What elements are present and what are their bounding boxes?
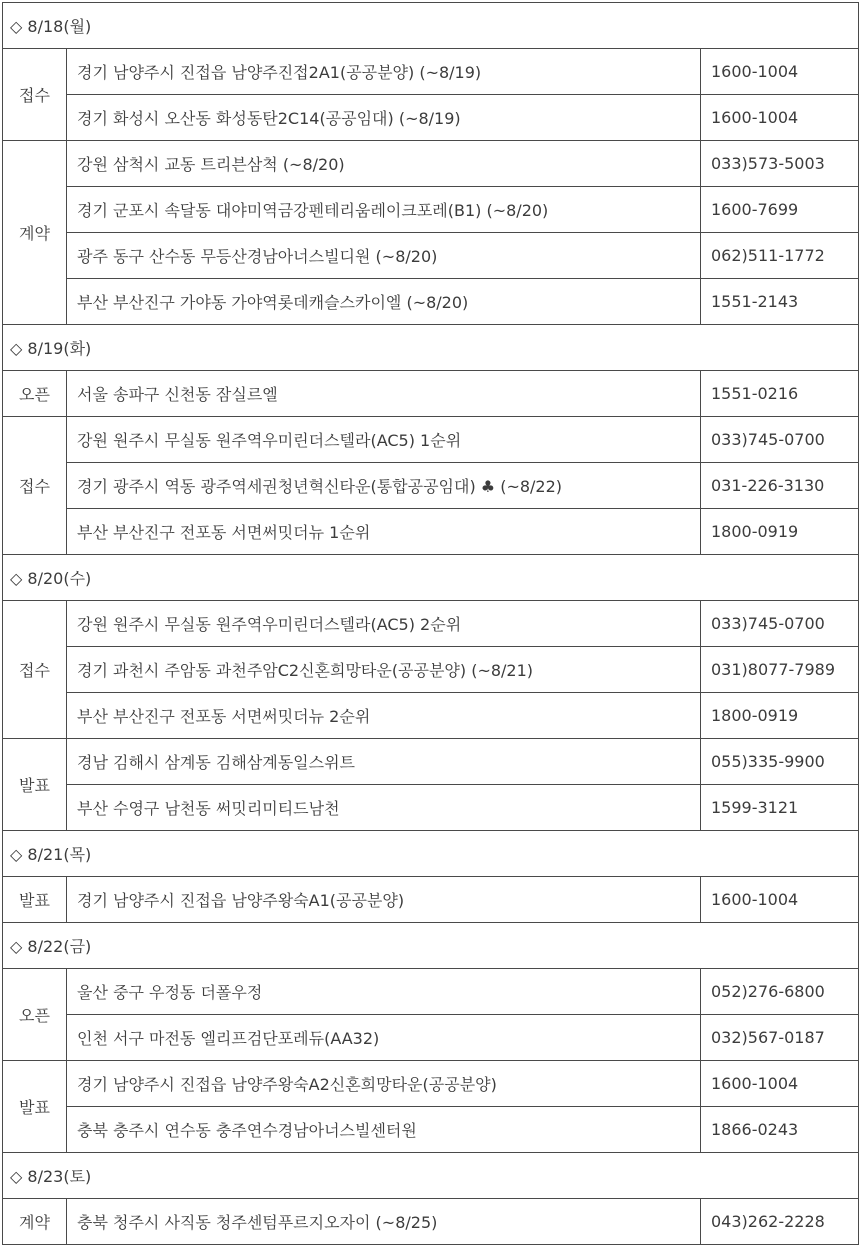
table-row bbox=[3, 877, 859, 923]
table-row bbox=[3, 233, 859, 279]
listing-description: 강원 원주시 무실동 원주역우미린더스텔라(AC5) 1순위 bbox=[67, 417, 701, 463]
listing-description: 경기 남양주시 진접읍 남양주왕숙A1(공공분양) bbox=[67, 877, 701, 923]
listing-description: 부산 수영구 남천동 써밋리미티드남천 bbox=[67, 785, 701, 831]
listing-description: 인천 서구 마전동 엘리프검단포레듀(AA32) bbox=[67, 1015, 701, 1061]
listing-description: 부산 부산진구 전포동 서면써밋더뉴 2순위 bbox=[67, 693, 701, 739]
listing-description: 부산 부산진구 가야동 가야역롯데캐슬스카이엘 (~8/20) bbox=[67, 279, 701, 325]
category-cell: 접수 bbox=[3, 49, 67, 141]
category-cell: 발표 bbox=[3, 739, 67, 831]
phone-number: 1600-1004 bbox=[701, 1061, 859, 1107]
listing-description: 광주 동구 산수동 무등산경남아너스빌디원 (~8/20) bbox=[67, 233, 701, 279]
table-row bbox=[3, 969, 859, 1015]
table-row bbox=[3, 187, 859, 233]
listing-description: 경기 과천시 주암동 과천주암C2신혼희망타운(공공분양) (~8/21) bbox=[67, 647, 701, 693]
listing-description: 강원 삼척시 교동 트리븐삼척 (~8/20) bbox=[67, 141, 701, 187]
table-row bbox=[3, 785, 859, 831]
listing-description: 경기 남양주시 진접읍 남양주진접2A1(공공분양) (~8/19) bbox=[67, 49, 701, 95]
phone-number: 1551-0216 bbox=[701, 371, 859, 417]
housing-schedule-table bbox=[2, 2, 859, 1245]
phone-number: 052)276-6800 bbox=[701, 969, 859, 1015]
listing-description: 충북 충주시 연수동 충주연수경남아너스빌센터원 bbox=[67, 1107, 701, 1153]
phone-number: 1800-0919 bbox=[701, 509, 859, 555]
category-cell: 계약 bbox=[3, 1199, 67, 1245]
phone-number: 1599-3121 bbox=[701, 785, 859, 831]
table-row bbox=[3, 1199, 859, 1245]
table-row bbox=[3, 509, 859, 555]
date-header: ◇ 8/19(화) bbox=[3, 325, 859, 371]
table-row bbox=[3, 49, 859, 95]
phone-number: 032)567-0187 bbox=[701, 1015, 859, 1061]
listing-description: 경기 군포시 속달동 대야미역금강펜테리움레이크포레(B1) (~8/20) bbox=[67, 187, 701, 233]
phone-number: 1866-0243 bbox=[701, 1107, 859, 1153]
listing-description: 서울 송파구 신천동 잠실르엘 bbox=[67, 371, 701, 417]
phone-number: 055)335-9900 bbox=[701, 739, 859, 785]
table-row bbox=[3, 693, 859, 739]
listing-description: 경기 남양주시 진접읍 남양주왕숙A2신혼희망타운(공공분양) bbox=[67, 1061, 701, 1107]
schedule-body bbox=[3, 3, 859, 1245]
date-header-row bbox=[3, 3, 859, 49]
category-cell: 계약 bbox=[3, 141, 67, 325]
date-header-row bbox=[3, 831, 859, 877]
date-header-row bbox=[3, 555, 859, 601]
phone-number: 1551-2143 bbox=[701, 279, 859, 325]
listing-description: 경기 광주시 역동 광주역세권청년혁신타운(통합공공임대) ♣ (~8/22) bbox=[67, 463, 701, 509]
category-cell: 접수 bbox=[3, 601, 67, 739]
listing-description: 경남 김해시 삼계동 김해삼계동일스위트 bbox=[67, 739, 701, 785]
phone-number: 043)262-2228 bbox=[701, 1199, 859, 1245]
date-header-row bbox=[3, 923, 859, 969]
date-header-row bbox=[3, 325, 859, 371]
table-row bbox=[3, 371, 859, 417]
category-cell: 오픈 bbox=[3, 969, 67, 1061]
table-row bbox=[3, 601, 859, 647]
listing-description: 부산 부산진구 전포동 서면써밋더뉴 1순위 bbox=[67, 509, 701, 555]
table-row bbox=[3, 279, 859, 325]
phone-number: 1600-1004 bbox=[701, 95, 859, 141]
phone-number: 031)8077-7989 bbox=[701, 647, 859, 693]
table-row bbox=[3, 1107, 859, 1153]
phone-number: 031-226-3130 bbox=[701, 463, 859, 509]
phone-number: 033)745-0700 bbox=[701, 601, 859, 647]
date-header-row bbox=[3, 1153, 859, 1199]
phone-number: 033)573-5003 bbox=[701, 141, 859, 187]
phone-number: 1800-0919 bbox=[701, 693, 859, 739]
table-row bbox=[3, 1061, 859, 1107]
phone-number: 1600-7699 bbox=[701, 187, 859, 233]
phone-number: 1600-1004 bbox=[701, 877, 859, 923]
date-header: ◇ 8/18(월) bbox=[3, 3, 859, 49]
date-header: ◇ 8/20(수) bbox=[3, 555, 859, 601]
date-header: ◇ 8/23(토) bbox=[3, 1153, 859, 1199]
table-row bbox=[3, 739, 859, 785]
category-cell: 오픈 bbox=[3, 371, 67, 417]
listing-description: 강원 원주시 무실동 원주역우미린더스텔라(AC5) 2순위 bbox=[67, 601, 701, 647]
phone-number: 062)511-1772 bbox=[701, 233, 859, 279]
category-cell: 발표 bbox=[3, 1061, 67, 1153]
date-header: ◇ 8/21(목) bbox=[3, 831, 859, 877]
listing-description: 경기 화성시 오산동 화성동탄2C14(공공임대) (~8/19) bbox=[67, 95, 701, 141]
listing-description: 충북 청주시 사직동 청주센텀푸르지오자이 (~8/25) bbox=[67, 1199, 701, 1245]
category-cell: 접수 bbox=[3, 417, 67, 555]
category-cell: 발표 bbox=[3, 877, 67, 923]
phone-number: 033)745-0700 bbox=[701, 417, 859, 463]
table-row bbox=[3, 141, 859, 187]
phone-number: 1600-1004 bbox=[701, 49, 859, 95]
listing-description: 울산 중구 우정동 더폴우정 bbox=[67, 969, 701, 1015]
table-row bbox=[3, 95, 859, 141]
table-row bbox=[3, 417, 859, 463]
table-row bbox=[3, 647, 859, 693]
date-header: ◇ 8/22(금) bbox=[3, 923, 859, 969]
table-row bbox=[3, 1015, 859, 1061]
table-row bbox=[3, 463, 859, 509]
